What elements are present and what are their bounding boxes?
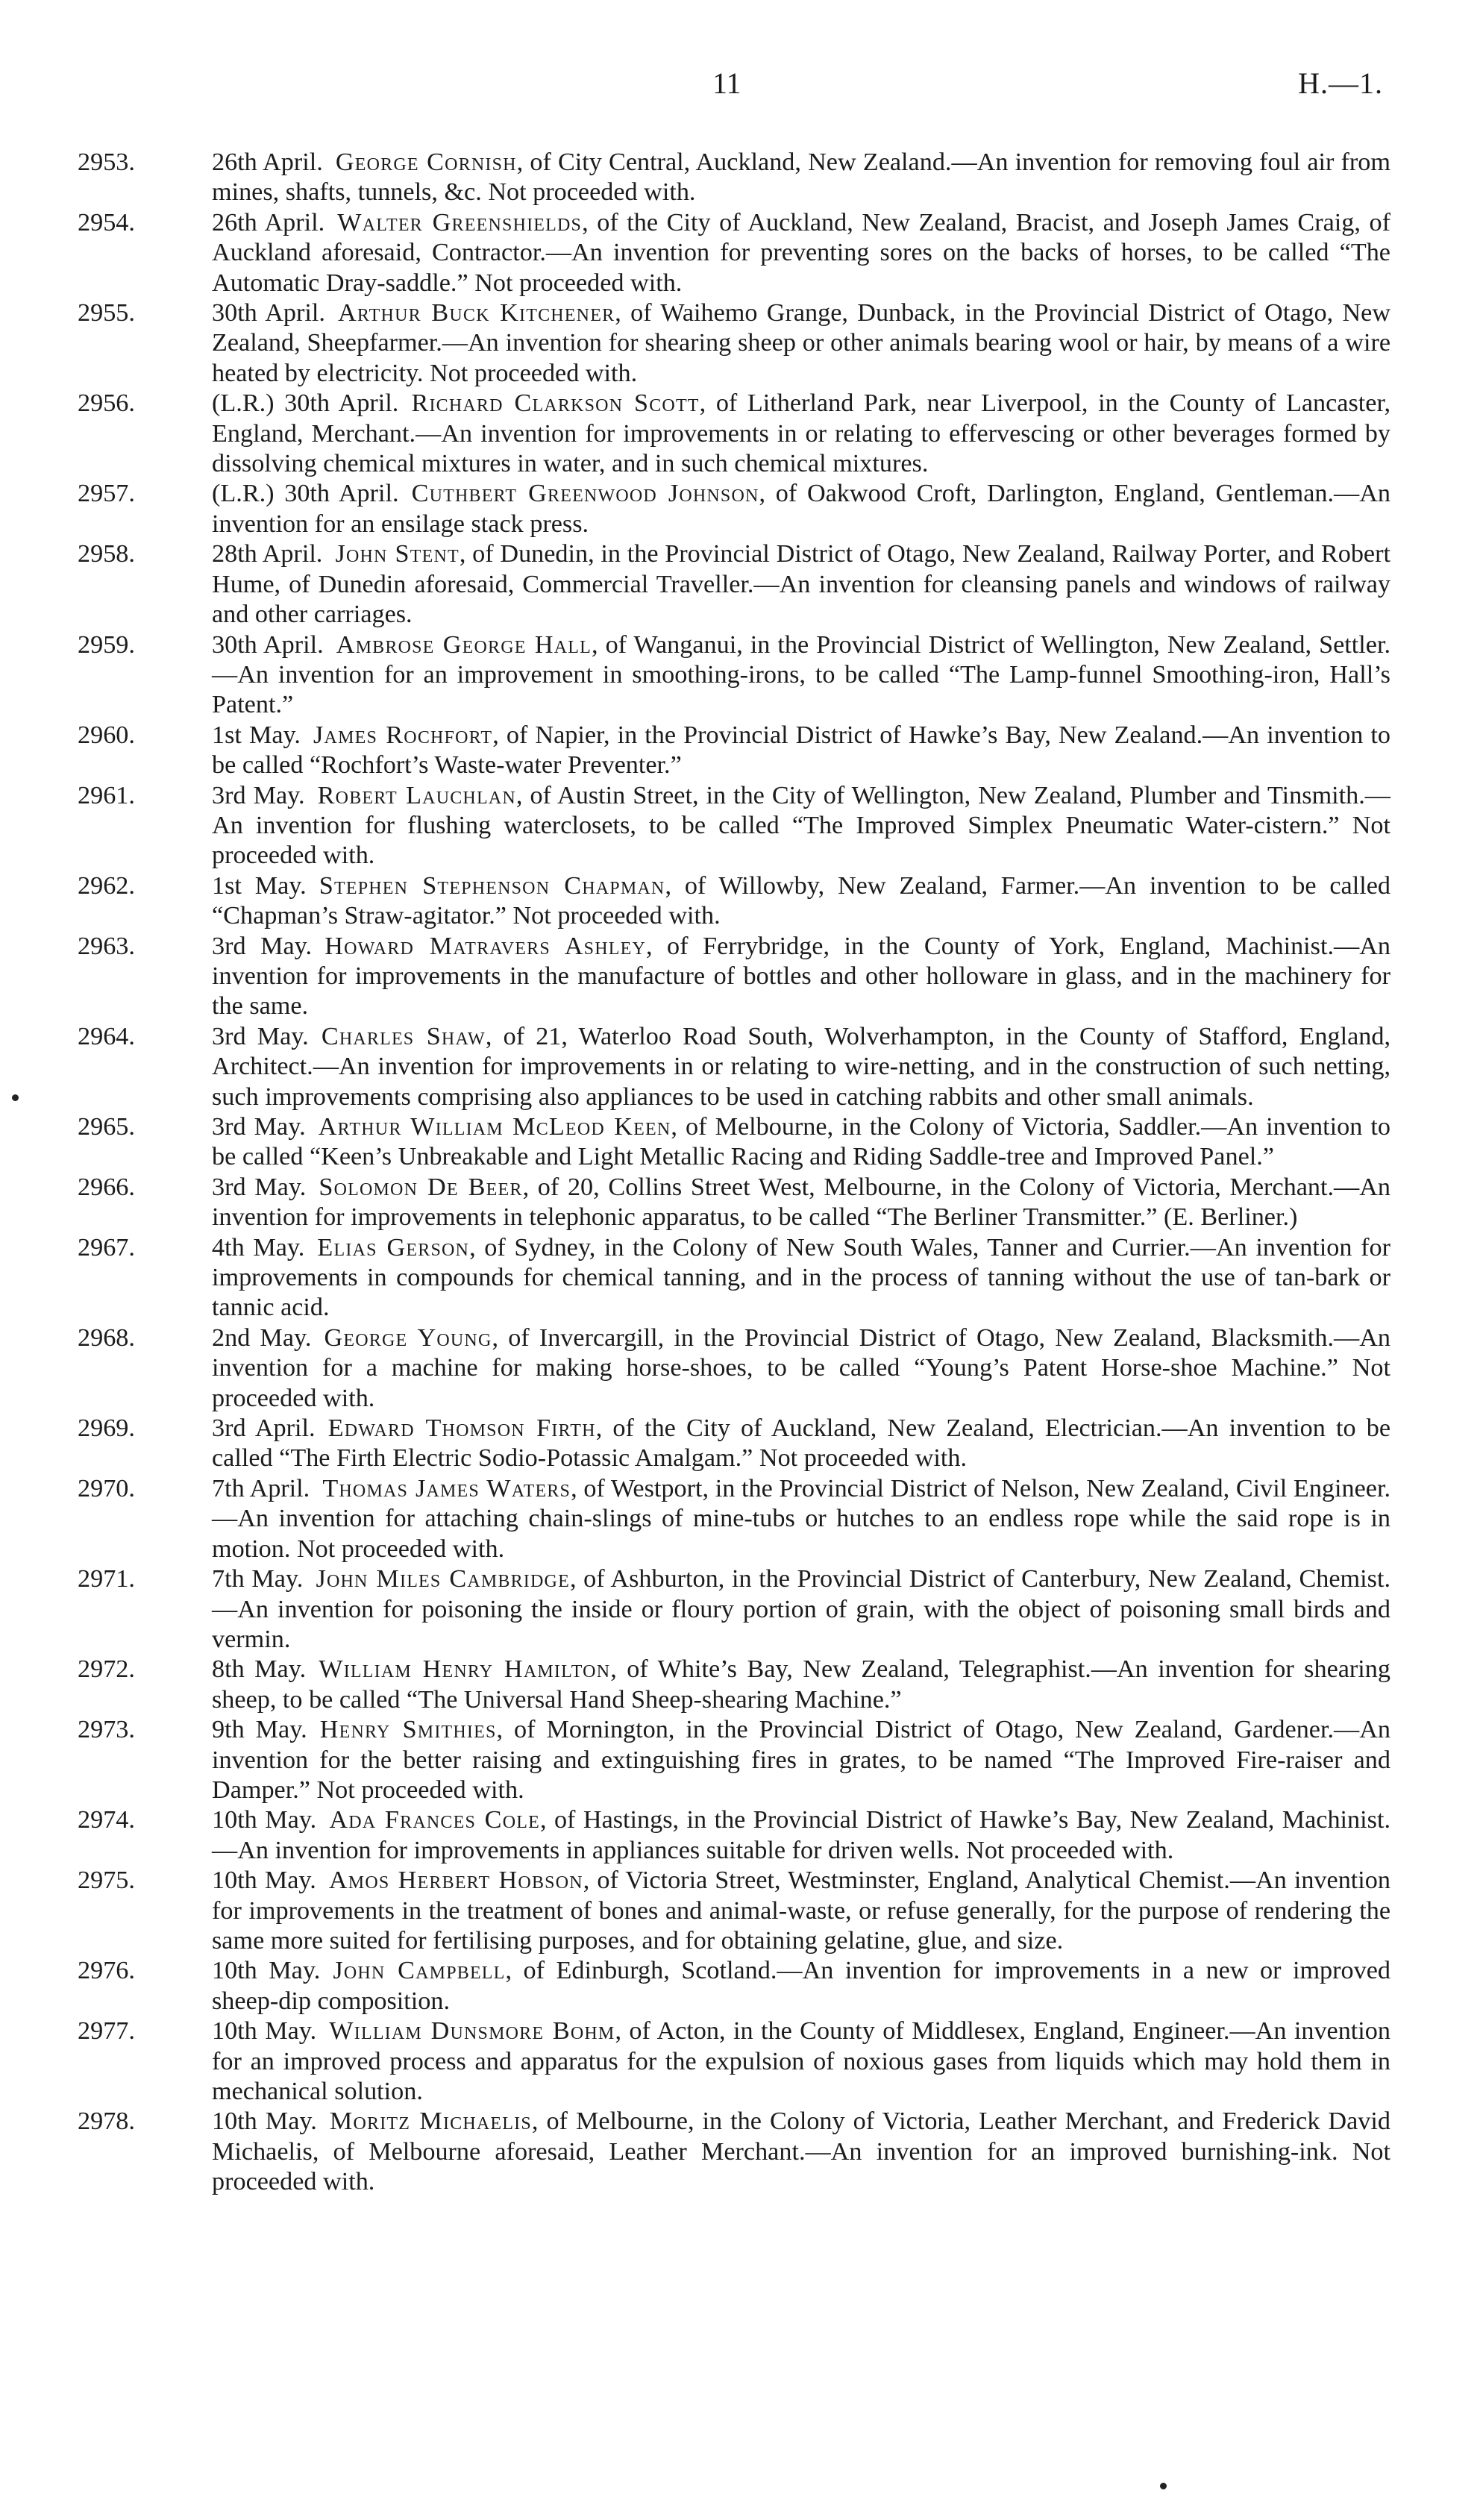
patent-entry <box>78 1474 1390 1564</box>
entry-body <box>212 298 1390 389</box>
entry-text: , of Melbourne, in the Colony of Victoria, Leather Merchant, and Frederick David Michaelis, of Melbourne aforesaid, Leather Merchant.—An invention for an improved burnishing-ink. Not proceeded with. <box>212 2107 1390 2196</box>
applicant-name: Ada Frances Cole <box>329 1806 540 1834</box>
entry-body <box>212 389 1390 479</box>
entry-text: , of Invercargill, in the Provincial District of Otago, New Zealand, Blacksmith.—An invention for a machine for making horse-shoes, to be called “Young’s Patent Horse-shoe Machine.” Not proceeded with. <box>212 1323 1390 1412</box>
entry-text: , of Willowby, New Zealand, Farmer.—An invention to be called “Chapman’s Straw-agitator.” Not proceeded with. <box>212 871 1390 930</box>
entry-number: 2954. <box>78 208 135 236</box>
entry-body <box>212 1655 1390 1715</box>
patent-entry <box>78 389 1390 479</box>
entry-date: 26th April. <box>212 208 325 236</box>
entry-date: 1st May. <box>212 721 301 749</box>
entry-body <box>212 1866 1390 1956</box>
applicant-name: John Campbell <box>333 1957 506 1985</box>
patent-entry <box>78 1323 1390 1414</box>
entry-number: 2978. <box>78 2107 135 2136</box>
patent-entry <box>78 1022 1390 1112</box>
page-reference: H.—1. <box>1298 66 1383 100</box>
applicant-name: Ambrose George Hall <box>336 630 592 659</box>
entry-text: , of Edinburgh, Scotland.—An invention for improvements in a new or improved sheep-dip composition. <box>212 1957 1390 2015</box>
applicant-name: John Stent <box>335 540 460 568</box>
patent-entry <box>78 871 1390 932</box>
applicant-name: Robert Lauchlan <box>317 781 516 809</box>
entry-text: , of Sydney, in the Colony of New South Wales, Tanner and Currier.—An invention for improvements in compounds for chemical tanning, and in the process of tanning without the use of tan-bark or tannic acid. <box>212 1233 1390 1322</box>
entry-number: 2972. <box>78 1655 135 1684</box>
entry-number: 2968. <box>78 1323 135 1352</box>
entry-text: , of Ferrybridge, in the County of York, England, Machinist.—An invention for improvements in the manufacture of bottles and other holloware in glass, and in the machinery for the same. <box>212 932 1390 1021</box>
entry-body <box>212 781 1390 871</box>
entry-number: 2962. <box>78 871 135 900</box>
entry-body <box>212 1956 1390 2016</box>
patent-entry <box>78 630 1390 721</box>
entry-number: 2974. <box>78 1806 135 1834</box>
applicant-name: William Henry Hamilton <box>319 1655 611 1684</box>
applicant-name: George Cornish <box>335 148 517 176</box>
entry-text: , of Acton, in the County of Middlesex, England, Engineer.—An invention for an improved process and apparatus for the expulsion of noxious gases from liquids which may hold them in mechanical solution. <box>212 2017 1390 2105</box>
entry-body <box>212 1233 1390 1323</box>
patent-entry <box>78 1233 1390 1323</box>
entry-number: 2976. <box>78 1957 135 1985</box>
entry-body <box>212 1173 1390 1233</box>
entry-body <box>212 721 1390 781</box>
entry-body <box>212 1414 1390 1474</box>
entry-text: , of Ashburton, in the Provincial District of Canterbury, New Zealand, Chemist.—An invention for poisoning the inside or floury portion of grain, with the object of poisoning small birds and vermin. <box>212 1565 1390 1653</box>
page-header <box>0 66 1480 110</box>
entry-date: 3rd May. <box>212 781 305 809</box>
patent-entry <box>78 781 1390 871</box>
patent-entry <box>78 539 1390 630</box>
applicant-name: Amos Herbert Hobson <box>328 1867 583 1895</box>
entry-text: , of Hastings, in the Provincial District of Hawke’s Bay, New Zealand, Machinist.—An invention for improvements in appliances suitable for driven wells. Not proceeded with. <box>212 1806 1391 1864</box>
entry-date: 10th May. <box>212 1957 321 1985</box>
entry-text: , of 21, Waterloo Road South, Wolverhampton, in the County of Stafford, England, Architect.—An invention for improvements in or relating to wire-netting, and in the construction of such netting, such improvements comprising also appliances to be used in catching rabbits and other small animals. <box>212 1022 1390 1111</box>
entry-date: 30th April. <box>212 299 325 327</box>
entry-date: 7th April. <box>212 1474 310 1502</box>
entry-body <box>212 2016 1390 2107</box>
patent-entry <box>78 2107 1390 2197</box>
applicant-name: Richard Clarkson Scott <box>411 389 700 418</box>
patent-entry <box>78 1173 1390 1233</box>
applicant-name: Edward Thomson Firth <box>327 1414 596 1443</box>
entry-date: 4th May. <box>212 1233 305 1261</box>
patent-entry <box>78 2016 1390 2107</box>
patent-entry <box>78 1956 1390 2016</box>
page-number: 11 <box>712 66 741 100</box>
entry-text: , of the City of Auckland, New Zealand, Bracist, and Joseph James Craig, of Auckland aforesaid, Contractor.—An invention for preventing sores on the backs of horses, to be called “The Automatic Dray-saddle.” Not proceeded with. <box>212 208 1390 297</box>
entry-text: , of 20, Collins Street West, Melbourne, in the Colony of Victoria, Merchant.—An invention for improvements in telephonic apparatus, to be called “The Berliner Transmitter.” (E. Berliner.) <box>212 1173 1390 1232</box>
patent-entry <box>78 1866 1390 1956</box>
entry-number: 2970. <box>78 1474 135 1502</box>
margin-dot-mark <box>12 1094 19 1101</box>
entry-text: , of Austin Street, in the City of Wellington, New Zealand, Plumber and Tinsmith.—An invention for flushing waterclosets, to be called “The Improved Simplex Pneumatic Water-cistern.” Not proceeded with. <box>212 781 1390 870</box>
entry-body <box>212 479 1390 539</box>
applicant-name: Moritz Michaelis <box>329 2107 532 2136</box>
entry-body <box>212 1805 1390 1866</box>
entry-date: 30th April. <box>212 630 324 659</box>
entry-body <box>212 2107 1390 2197</box>
entry-number: 2966. <box>78 1173 135 1201</box>
applicant-name: Thomas James Waters <box>322 1474 571 1502</box>
patent-entry <box>78 1414 1390 1474</box>
applicant-name: Henry Smithies <box>319 1716 497 1744</box>
patent-entry <box>78 208 1390 298</box>
entry-body <box>212 1715 1390 1805</box>
entry-number: 2960. <box>78 721 135 749</box>
entry-date: 3rd May. <box>212 1113 306 1141</box>
applicant-name: Stephen Stephenson Chapman <box>319 871 665 900</box>
entry-number: 2961. <box>78 781 135 809</box>
entry-number: 2969. <box>78 1414 135 1443</box>
entry-number: 2955. <box>78 299 135 327</box>
entry-date: 3rd May. <box>212 1022 309 1050</box>
patent-entry <box>78 721 1390 781</box>
entry-number: 2977. <box>78 2017 135 2046</box>
entry-text: , of Westport, in the Provincial District of Nelson, New Zealand, Civil Engineer.—An invention for attaching chain-slings of mine-tubs or hutches to an endless rope while the said rope is in motion. Not proceeded with. <box>212 1474 1390 1563</box>
entry-number: 2959. <box>78 630 135 659</box>
entry-body <box>212 208 1390 298</box>
entry-text: , of Melbourne, in the Colony of Victoria, Saddler.—An invention to be called “Keen’s Unbreakable and Light Metallic Racing and Riding Saddle-tree and Improved Panel.” <box>212 1113 1390 1171</box>
patent-entry-list <box>78 148 1390 2198</box>
patent-entry <box>78 1715 1390 1805</box>
entry-body <box>212 1564 1390 1655</box>
applicant-name: Howard Matravers Ashley <box>324 932 646 960</box>
entry-date: (L.R.) 30th April. <box>212 480 399 508</box>
entry-body <box>212 1112 1390 1173</box>
entry-text: , of the City of Auckland, New Zealand, Electrician.—An invention to be called “The Firth Electric Sodio-Potassic Amalgam.” Not proceeded with. <box>212 1414 1390 1473</box>
entry-date: 3rd May. <box>212 1173 307 1201</box>
entry-date: 2nd May. <box>212 1323 312 1352</box>
entry-date: 8th May. <box>212 1655 307 1684</box>
entry-body <box>212 148 1390 208</box>
entry-number: 2963. <box>78 932 135 960</box>
applicant-name: Arthur William McLeod Keen <box>318 1113 671 1141</box>
applicant-name: John Miles Cambridge <box>316 1565 570 1593</box>
entry-date: 10th May. <box>212 1806 317 1834</box>
entry-text: , of Litherland Park, near Liverpool, in the County of Lancaster, England, Merchant.—An invention for improvements in or relating to effervescing or other beverages formed by dissolving chemical mixtures in water, and in such chemical mixtures. <box>212 389 1391 478</box>
entry-date: (L.R.) 30th April. <box>212 389 399 418</box>
entry-body <box>212 871 1390 932</box>
entry-number: 2971. <box>78 1565 135 1593</box>
entry-body <box>212 1474 1390 1564</box>
entry-text: , of Victoria Street, Westminster, England, Analytical Chemist.—An invention for improvements in the treatment of bones and animal-waste, or refuse generally, for the purpose of rendering the same more suited for fertilising purposes, and for obtaining gelatine, glue, and size. <box>212 1867 1390 1955</box>
patent-entry <box>78 932 1390 1022</box>
entry-number: 2956. <box>78 389 135 418</box>
entry-date: 1st May. <box>212 871 307 900</box>
entry-date: 28th April. <box>212 540 323 568</box>
entry-date: 9th May. <box>212 1716 307 1744</box>
entry-number: 2965. <box>78 1113 135 1141</box>
entry-text: , of Waihemo Grange, Dunback, in the Provincial District of Otago, New Zealand, Sheepfarmer.—An invention for shearing sheep or other animals bearing wool or hair, by means of a wire heated by electricity. Not proceeded with. <box>212 299 1391 387</box>
applicant-name: William Dunsmore Bohm <box>329 2017 615 2046</box>
entry-body <box>212 539 1390 630</box>
entry-number: 2975. <box>78 1867 135 1895</box>
entry-date: 26th April. <box>212 148 323 176</box>
applicant-name: Walter Greenshields <box>337 208 583 236</box>
applicant-name: Elias Gerson <box>317 1233 470 1261</box>
applicant-name: George Young <box>324 1323 492 1352</box>
entry-body <box>212 932 1390 1022</box>
entry-date: 3rd May. <box>212 932 313 960</box>
applicant-name: Cuthbert Greenwood Johnson <box>411 480 759 508</box>
applicant-name: James Rochfort <box>313 721 493 749</box>
entry-text: , of Napier, in the Provincial District of Hawke’s Bay, New Zealand.—An invention to be called “Rochfort’s Waste-water Preventer.” <box>212 721 1390 780</box>
entry-number: 2964. <box>78 1022 135 1050</box>
entry-text: , of Dunedin, in the Provincial District of Otago, New Zealand, Railway Porter, and Robert Hume, of Dunedin aforesaid, Commercial Traveller.—An invention for cleansing panels and windows of railway and other carriages. <box>212 540 1390 629</box>
entry-text: , of White’s Bay, New Zealand, Telegraphist.—An invention for shearing sheep, to be called “The Universal Hand Sheep-shearing Machine.” <box>212 1655 1390 1714</box>
patent-entry <box>78 298 1390 389</box>
entry-date: 3rd April. <box>212 1414 316 1443</box>
entry-number: 2953. <box>78 148 135 176</box>
entry-number: 2957. <box>78 480 135 508</box>
patent-entry <box>78 1805 1390 1866</box>
footer-dot-mark <box>1160 2483 1167 2489</box>
entry-text: , of Mornington, in the Provincial District of Otago, New Zealand, Gardener.—An invention for the better raising and extinguishing fires in grates, to be named “The Improved Fire-raiser and Damper.” Not proceeded with. <box>212 1716 1390 1804</box>
entry-body <box>212 1323 1390 1414</box>
entry-text: , of Oakwood Croft, Darlington, England, Gentleman.—An invention for an ensilage stack press. <box>212 480 1390 538</box>
entry-body <box>212 630 1390 721</box>
applicant-name: Charles Shaw <box>321 1022 486 1050</box>
applicant-name: Arthur Buck Kitchener <box>338 299 615 327</box>
patent-entry <box>78 479 1390 539</box>
entry-text: , of City Central, Auckland, New Zealand.—An invention for removing foul air from mines, shafts, tunnels, &c. Not proceeded with. <box>212 148 1390 207</box>
patent-entry <box>78 1112 1390 1173</box>
entry-date: 7th May. <box>212 1565 304 1593</box>
entry-number: 2973. <box>78 1716 135 1744</box>
entry-text: , of Wanganui, in the Provincial District of Wellington, New Zealand, Settler.—An invention for an improvement in smoothing-irons, to be called “The Lamp-funnel Smoothing-iron, Hall’s Patent.” <box>212 630 1390 719</box>
patent-entry <box>78 1564 1390 1655</box>
entry-number: 2958. <box>78 540 135 568</box>
applicant-name: Solomon De Beer <box>319 1173 523 1201</box>
entry-date: 10th May. <box>212 2017 317 2046</box>
entry-body <box>212 1022 1390 1112</box>
entry-number: 2967. <box>78 1233 135 1261</box>
entry-date: 10th May. <box>212 2107 317 2136</box>
patent-entry <box>78 1655 1390 1715</box>
entry-date: 10th May. <box>212 1867 316 1895</box>
patent-entry <box>78 148 1390 208</box>
